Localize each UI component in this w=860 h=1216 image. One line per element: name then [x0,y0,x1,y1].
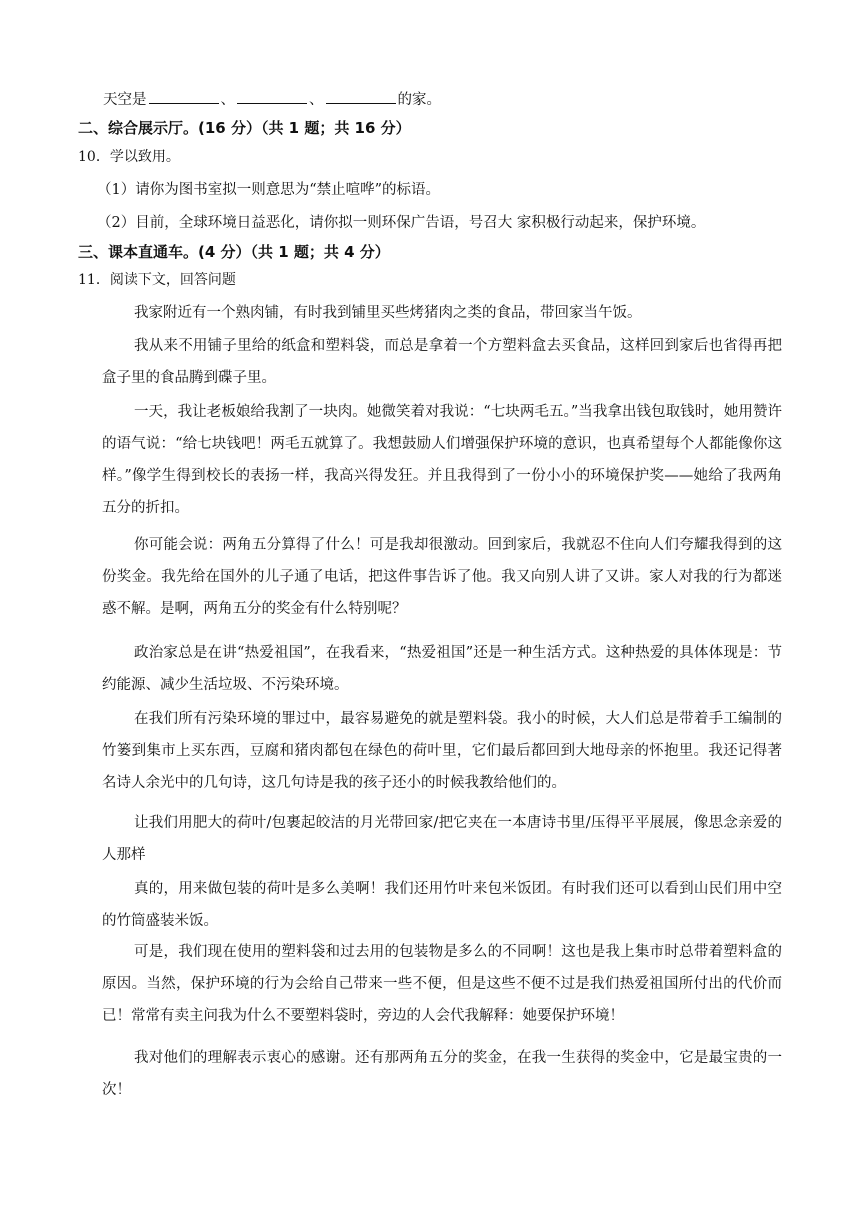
answer-blank-3[interactable] [326,89,396,104]
answer-blank-1[interactable] [149,89,219,104]
fill-suffix: 的家。 [397,92,441,108]
question-10-title: 10．学以致用。 [78,149,180,165]
answer-blank-2[interactable] [237,89,307,104]
passage-paragraph-1: 我家附近有一个熟肉铺，有时我到铺里买些烤猪肉之类的食品，带回家当午饭。 [134,305,642,321]
passage-paragraph-8: 可是，我们现在使用的塑料袋和过去用的包装物是多么的不同啊！这也是我上集市时总带着塑料盒的原因。当然，保护环境的行为会给自己带来一些不便，但是这些不便不过是我们热爱祖国所付出的代价而已！常常有卖主问我为什么不要塑料袋时，旁边的人会代我解释：她要保护环境！ [102,944,782,1024]
fill-in-line [103,89,441,110]
fill-sep-1: 、 [220,92,235,108]
fill-sep-2: 、 [309,92,324,108]
section3-heading: 三、课本直通车。(4 分）（共 1 题；共 4 分） [78,243,390,261]
passage-poem: 让我们用肥大的荷叶/包裹起皎洁的月光带回家/把它夹在一本唐诗书里/压得平平展展，像思念亲爱的人那样 [102,815,782,863]
section2-heading: 二、综合展示厅。(16 分）（共 1 题；共 16 分） [78,119,411,137]
passage-paragraph-9: 我对他们的理解表示衷心的感谢。还有那两角五分的奖金，在我一生获得的奖金中，它是最宝贵的一次！ [102,1050,782,1098]
passage-paragraph-5: 政治家总是在讲“热爱祖国”，在我看来，“热爱祖国”还是一种生活方式。这种热爱的具体体现是：节约能源、减少生活垃圾、不污染环境。 [102,645,782,693]
question-10-sub1: （1）请你为图书室拟一则意思为“禁止喧哗”的标语。 [97,182,441,198]
passage-paragraph-3: 一天，我让老板娘给我割了一块肉。她微笑着对我说：“七块两毛五。”当我拿出钱包取钱时，她用赞许的语气说：“给七块钱吧！两毛五就算了。我想鼓励人们增强保护环境的意识，也真希望每个人都能像你这样。”像学生得到校长的表扬一样，我高兴得发狂。并且我得到了一份小小的环境保护奖——她给了我两角五分的折扣。 [102,404,782,516]
passage-paragraph-4: 你可能会说：两角五分算得了什么！可是我却很激动。回到家后，我就忍不住向人们夸耀我得到的这份奖金。我先给在国外的儿子通了电话，把这件事告诉了他。我又向别人讲了又讲。家人对我的行为都迷惑不解。是啊，两角五分的奖金有什么特别呢？ [102,537,782,617]
passage-paragraph-2: 我从来不用铺子里给的纸盒和塑料袋，而总是拿着一个方塑料盒去买食品，这样回到家后也省得再把盒子里的食品腾到碟子里。 [102,338,782,386]
passage-paragraph-7: 真的，用来做包装的荷叶是多么美啊！我们还用竹叶来包米饭团。有时我们还可以看到山民们用中空的竹筒盛装米饭。 [102,881,782,929]
question-11-title: 11．阅读下文，回答问题 [78,272,236,288]
question-10-sub2: （2）目前，全球环境日益恶化，请你拟一则环保广告语，号召大 家积极行动起来，保护环境。 [97,215,706,231]
fill-prefix: 天空是 [103,92,147,108]
passage-paragraph-6: 在我们所有污染环境的罪过中，最容易避免的就是塑料袋。我小的时候，大人们总是带着手工编制的竹篓到集市上买东西，豆腐和猪肉都包在绿色的荷叶里，它们最后都回到大地母亲的怀抱里。我还记得著名诗人余光中的几句诗，这几句诗是我的孩子还小的时候我教给他们的。 [102,711,782,791]
